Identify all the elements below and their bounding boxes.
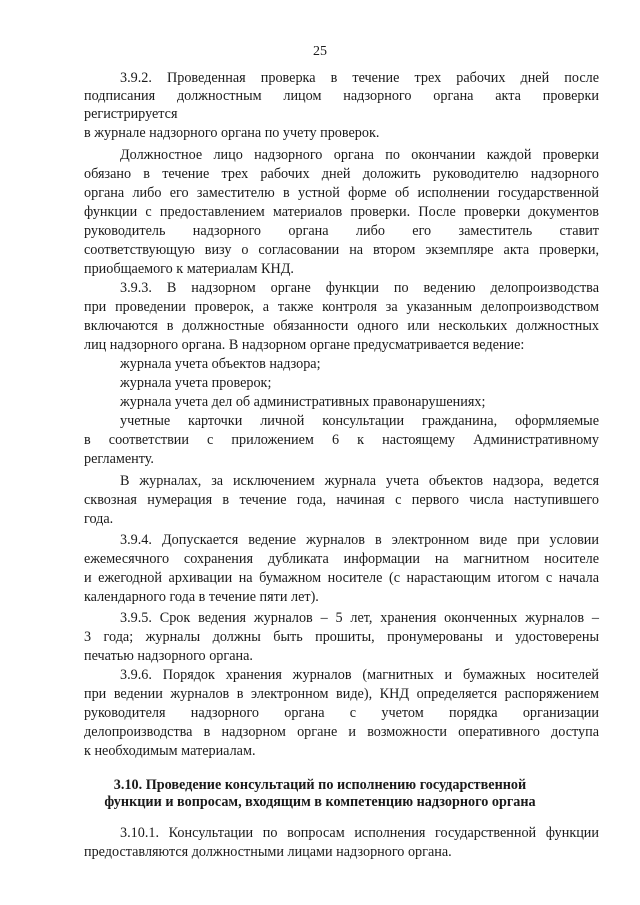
text-line: лиц надзорного органа. В надзорном органе предусматривается ведение:	[84, 337, 525, 353]
text-line: 3.9.4. Допускается ведение журналов в электронном виде при условии	[120, 532, 599, 548]
list-item: журнала учета объектов надзора;	[120, 356, 321, 372]
text-line: при ведении журналов в электронном виде), КНД определяется распоряжением	[84, 686, 599, 702]
section-heading-line-2: функции и вопросам, входящим в компетенцию надзорного органа	[104, 794, 536, 810]
text-line: регистрируется	[84, 106, 178, 122]
text-line: руководителя надзорного органа с учетом порядка организации	[84, 705, 599, 721]
text-line: календарного года в течение пяти лет).	[84, 589, 319, 605]
text-line: при проведении проверок, а также контроля за указанным делопроизводством	[84, 299, 599, 315]
text-line: обязано в течение трех рабочих дней доложить руководителю надзорного	[84, 166, 599, 182]
text-line: года.	[84, 511, 114, 527]
text-line: 3.9.5. Срок ведения журналов – 5 лет, хранения оконченных журналов –	[120, 610, 599, 626]
text-line: печатью надзорного органа.	[84, 648, 253, 664]
text-line: в журнале надзорного органа по учету проверок.	[84, 125, 380, 141]
text-line: ежемесячного сохранения дубликата информации на магнитном носителе	[84, 551, 599, 567]
text-line: к необходимым материалам.	[84, 743, 256, 759]
text-line: предоставляются должностными лицами надзорного органа.	[84, 844, 452, 860]
list-item: журнала учета проверок;	[120, 375, 272, 391]
text-line: приобщаемого к материалам КНД.	[84, 261, 294, 277]
text-line: органа либо его заместителю в устной форме об исполнении государственной	[84, 185, 599, 201]
text-line: 3 года; журналы должны быть прошиты, пронумерованы и удостоверены	[84, 629, 599, 645]
text-line: 3.9.3. В надзорном органе функции по ведению делопроизводства	[120, 280, 599, 296]
text-line: сквозная нумерация в течение года, начиная с первого числа наступившего	[84, 492, 599, 508]
text-line: 3.9.6. Порядок хранения журналов (магнитных и бумажных носителей	[120, 667, 599, 683]
text-line: регламенту.	[84, 451, 154, 467]
text-line: включаются в должностные обязанности одного или нескольких должностных	[84, 318, 599, 334]
text-line: функции с предоставлением материалов проверки. После проверки документов	[84, 204, 599, 220]
text-line: подписания должностным лицом надзорного органа акта проверки	[84, 88, 599, 104]
text-line: руководитель надзорного органа либо его заместитель ставит	[84, 223, 599, 239]
list-item: учетные карточки личной консультации гражданина, оформляемые	[120, 413, 599, 429]
text-line: соответствующую визу о согласовании на втором экземпляре акта проверки,	[84, 242, 599, 258]
text-line: В журналах, за исключением журнала учета объектов надзора, ведется	[120, 473, 599, 489]
text-line: в соответствии с приложением 6 к настоящему Административному	[84, 432, 599, 448]
text-line: и ежегодной архивации на бумажном носителе (с нарастающим итогом с начала	[84, 570, 599, 586]
text-line: 3.10.1. Консультации по вопросам исполнения государственной функции	[120, 825, 599, 841]
text-line: Должностное лицо надзорного органа по окончании каждой проверки	[120, 147, 599, 163]
text-line: 3.9.2. Проведенная проверка в течение трех рабочих дней после	[120, 70, 599, 86]
text-line: делопроизводства в надзорном органе и возможности оперативного доступа	[84, 724, 599, 740]
section-heading-line-1: 3.10. Проведение консультаций по исполнению государственной	[113, 777, 527, 793]
page-number: 25	[313, 44, 327, 59]
list-item: журнала учета дел об административных правонарушениях;	[120, 394, 486, 410]
